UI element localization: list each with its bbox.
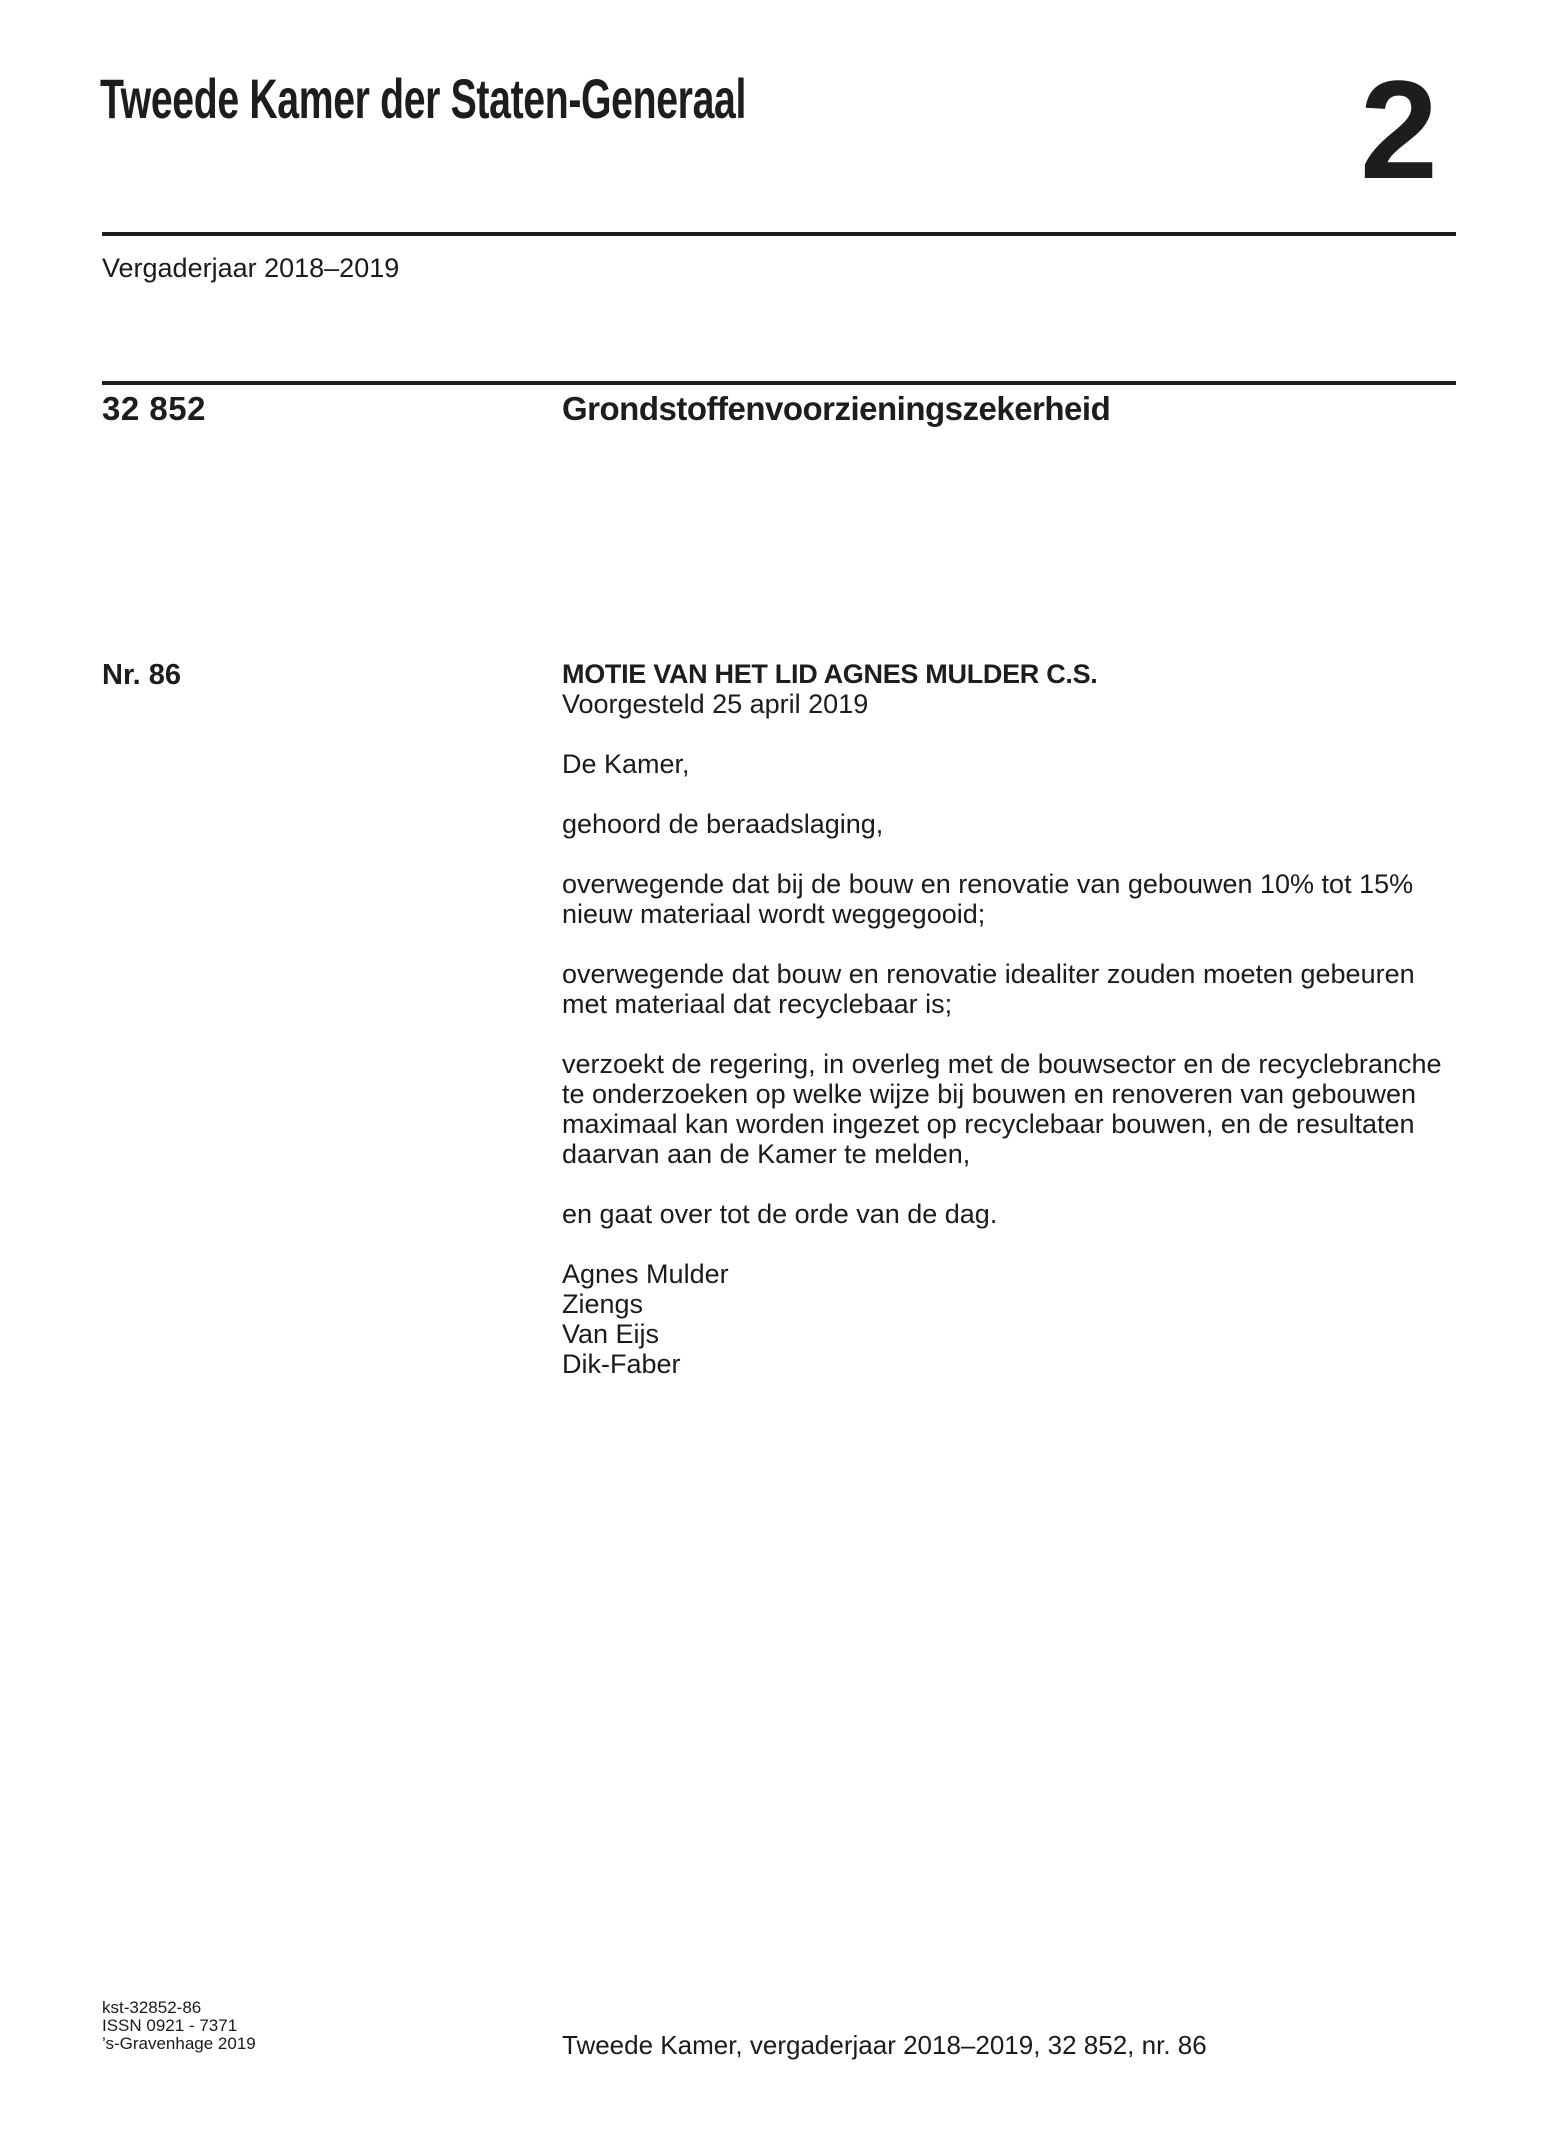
motion-paragraph — [562, 749, 1522, 779]
paragraph-line: verzoekt de regering, in overleg met de bouwsector en de recyclebranche — [562, 1049, 1442, 1079]
header-divider-rule — [102, 232, 1456, 236]
footer-reference: Tweede Kamer, vergaderjaar 2018–2019, 32 852, nr. 86 — [562, 2030, 1207, 2060]
paragraph-line: maximaal kan worden ingezet op recyclebaar bouwen, en de resultaten — [562, 1109, 1415, 1139]
motion-paragraph — [562, 809, 1522, 839]
paragraph-line: te onderzoeken op welke wijze bij bouwen en renoveren van gebouwen — [562, 1079, 1417, 1109]
motion-proposed-date: Voorgesteld 25 april 2019 — [562, 689, 869, 719]
signatory-name: Ziengs — [562, 1289, 644, 1319]
footer-colophon — [102, 1999, 256, 2053]
place-and-year: ’s-Gravenhage 2019 — [102, 2034, 256, 2053]
motion-number-label: Nr. 86 — [102, 659, 181, 691]
paragraph-line: De Kamer, — [562, 749, 690, 779]
signatory-name: Van Eijs — [562, 1319, 660, 1349]
motion-paragraph — [562, 1199, 1522, 1229]
institution-title: Tweede Kamer der Staten-Generaal — [100, 67, 747, 130]
dossier-number: 32 852 — [102, 390, 206, 427]
signatory-name: Dik-Faber — [562, 1349, 681, 1379]
motion-paragraph — [562, 1049, 1522, 1169]
dossier-divider-rule — [102, 381, 1456, 385]
motion-heading: MOTIE VAN HET LID AGNES MULDER C.S. — [562, 659, 1098, 689]
signatories-block — [562, 1259, 1522, 1379]
document-code: kst-32852-86 — [102, 1998, 202, 2017]
paragraph-line: gehoord de beraadslaging, — [562, 809, 884, 839]
paragraph-line: overwegende dat bij de bouw en renovatie van gebouwen 10% tot 15% — [562, 869, 1414, 899]
signatory-name: Agnes Mulder — [562, 1259, 729, 1289]
paragraph-line: en gaat over tot de orde van de dag. — [562, 1199, 998, 1229]
dossier-title: Grondstoffenvoorzieningszekerheid — [562, 390, 1111, 427]
paragraph-line: daarvan aan de Kamer te melden, — [562, 1139, 971, 1169]
chamber-number-badge: 2 — [1360, 51, 1436, 208]
issn-number: ISSN 0921 - 7371 — [102, 2016, 238, 2035]
paragraph-line: nieuw materiaal wordt weggegooid; — [562, 899, 986, 929]
paragraph-line: overwegende dat bouw en renovatie idealiter zouden moeten gebeuren — [562, 959, 1415, 989]
motion-paragraph — [562, 869, 1522, 929]
paragraph-line: met materiaal dat recyclebaar is; — [562, 989, 953, 1019]
motion-paragraph — [562, 959, 1522, 1019]
motion-body — [562, 659, 1522, 1379]
session-year-label: Vergaderjaar 2018–2019 — [102, 253, 400, 283]
